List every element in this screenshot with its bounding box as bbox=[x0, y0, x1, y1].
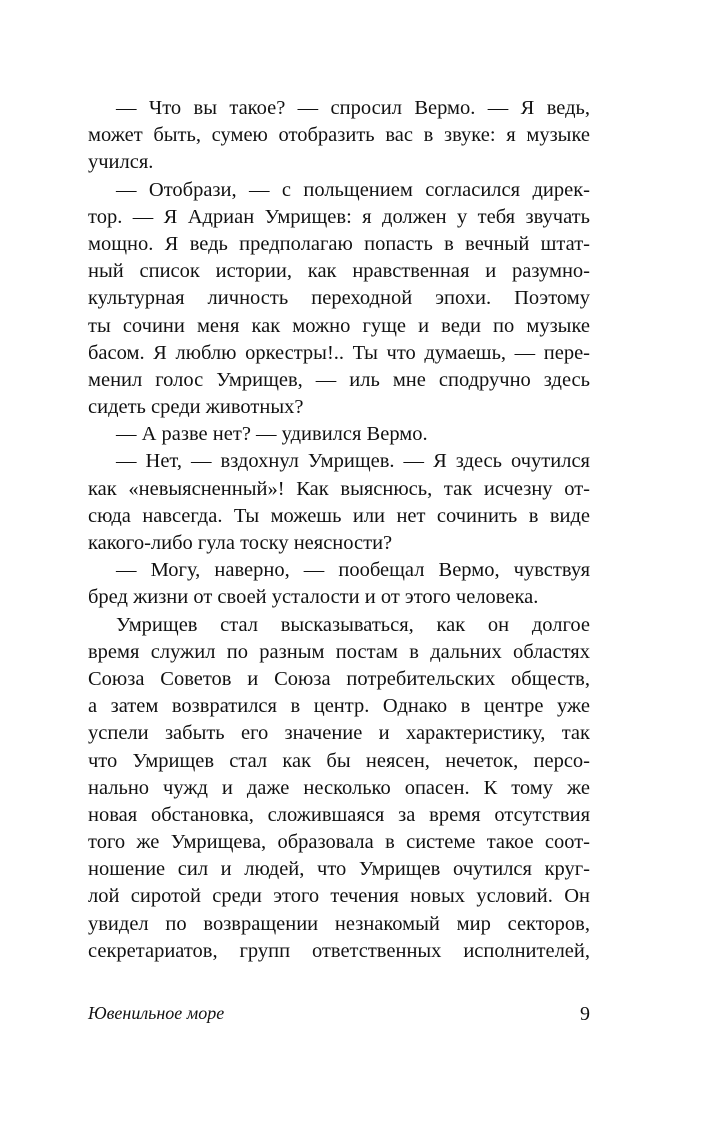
text-line: — А разве нет? — удивился Вермо. bbox=[116, 423, 428, 446]
text-line: культурная личность переходной эпохи. Поэтому bbox=[88, 287, 590, 310]
text-line: басом. Я люблю оркестры!.. Ты что думаешь, — пере- bbox=[88, 341, 590, 364]
text-line: ношение сил и людей, что Умрищев очутился круг- bbox=[88, 858, 590, 881]
text-line: нально чужд и даже несколько опасен. К тому же bbox=[88, 776, 590, 799]
text-line: бред жизни от своей усталости и от этого человека. bbox=[88, 586, 539, 609]
text-line: а затем возвратился в центр. Однако в центре уже bbox=[88, 695, 590, 718]
text-line: учился. bbox=[88, 151, 154, 174]
text-line: сидеть среди животных? bbox=[88, 396, 304, 419]
text-line: Союза Советов и Союза потребительских обществ, bbox=[88, 667, 590, 690]
text-line: увидел по возвращении незнакомый мир секторов, bbox=[88, 912, 590, 935]
text-line: что Умрищев стал как бы неясен, нечеток, персо- bbox=[88, 749, 590, 772]
page-number: 9 bbox=[580, 1003, 590, 1025]
text-line: какого-либо гула тоску неясности? bbox=[88, 532, 393, 554]
text-line: может быть, сумею отобразить вас в звуке: я музыке bbox=[88, 124, 590, 147]
body-text bbox=[88, 95, 590, 965]
text-line: тор. — Я Адриан Умрищев: я должен у тебя звучать bbox=[88, 205, 590, 228]
text-line: как «невыясненный»! Как выяснюсь, так исчезну от- bbox=[88, 477, 590, 500]
text-line: — Отобрази, — с польщением согласился дирек- bbox=[116, 178, 590, 201]
text-line: новая обстановка, сложившаяся за время отсутствия bbox=[88, 803, 590, 826]
text-line: лой сиротой среди этого течения новых условий. Он bbox=[88, 885, 590, 908]
text-line: — Что вы такое? — спросил Вермо. — Я ведь, bbox=[116, 97, 590, 119]
text-line: — Могу, наверно, — пообещал Вермо, чувствуя bbox=[116, 559, 590, 582]
text-line: того же Умрищева, образовала в системе такое соот- bbox=[88, 831, 590, 854]
text-line: время служил по разным постам в дальних областях bbox=[88, 640, 590, 663]
running-footer-title: Ювенильное море bbox=[88, 1003, 225, 1023]
text-line: менил голос Умрищев, — иль мне сподручно здесь bbox=[88, 368, 590, 391]
text-line: секретариатов, групп ответственных исполнителей, bbox=[88, 939, 590, 962]
text-line: ты сочини меня как можно гуще и веди по музыке bbox=[88, 314, 590, 337]
text-line: — Нет, — вздохнул Умрищев. — Я здесь очутился bbox=[116, 450, 590, 473]
text-line: мощно. Я ведь предполагаю попасть в вечный штат- bbox=[88, 232, 590, 255]
text-line: сюда навсегда. Ты можешь или нет сочинить в виде bbox=[88, 504, 590, 527]
text-line: Умрищев стал высказываться, как он долгое bbox=[116, 613, 590, 636]
text-line: ный список истории, как нравственная и разумно- bbox=[88, 260, 590, 283]
text-line: успели забыть его значение и характеристику, так bbox=[88, 722, 590, 745]
